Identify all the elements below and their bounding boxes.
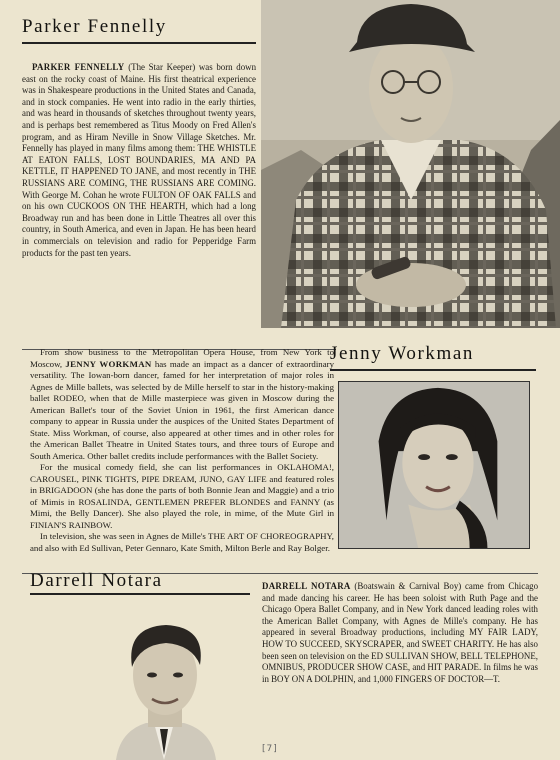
darrell-notara-section — [0, 565, 560, 760]
darrell-notara-bio-text: (Boatswain & Carnival Boy) came from Chicago and made dancing his career. He has been soloist with Ruth Page and the Chicago Opera Ballet Company, and in New York danced leading roles with the American Ballet Company, with Agnes de Mille's company. He has appeared in several Broadway productions, including MY FAIR LADY, HOW TO SUCCEED, SKYSCRAPER, and SWEET CHARITY. He has also been seen on television on the ED SULLIVAN SHOW, BELL TELEPHONE, OMNIBUS, PRODUCER SHOW CASE, and HIT PARADE. In films he was in BOY ON A DOLPHIN, and 1,000 FINGERS OF DOCTOR—T. — [262, 581, 539, 684]
parker-fennelly-bio-text: (The Star Keeper) was born down east on the rocky coast of Maine. His first theatrical experience was in Shakespeare productions in the United States and Canada, and in stock companies. He went into radio in the early thirties, and was heard in thousands of sketches throughout twenty years, and is perhaps best remembered as Titus Moody on Fred Allen's program, and as Hiram Neville in Snow Village Sketches. Mr. Fennelly has played in many films among them: THE WHISTLE AT EATON FALLS, LOST BOUNDARIES, MA AND PA KETTLE, IT HAPPENED TO JANE, and most recently in THE RUSSIANS ARE COMING, THE RUSSIANS ARE COMING. With George M. Cohan he wrote FULTON OF OAK FALLS and on his own CUCKOOS ON THE HEARTH, which had a long Broadway run and has been done in Little Theatres all over this country, in South America, and even in Japan. He has been heard in commercials on television and radio for Pepperidge Farm products for the past ten years. — [22, 62, 257, 258]
jenny-workman-bio — [30, 347, 334, 554]
jenny-workman-bio-text: has made an impact as a dancer of extraordinary versatility. The Iowan-born dancer, famed for her interpretation of major roles in Agnes de Mille ballets, was selected by de Mille herself to star in the history-making ballet RODEO, when that de Mille masterpiece was given in Moscow during the American Ballet's tour of the Soviet Union in 1961, the first American dance company to appear in Russia under the auspices of the United States Department of State. Miss Workman, of course, also appeared at other times and in other roles for the American Ballet Theatre in United States tours, and three tours of Europe and South America. Other ballet credits include performances with the Ballet Society. — [30, 358, 334, 461]
jenny-workman-section — [0, 335, 560, 565]
darrell-notara-heading: Darrell Notara — [30, 570, 163, 591]
parker-fennelly-bio — [22, 62, 256, 259]
jenny-workman-bio-television: In television, she was seen in Agnes de Mille's THE ART OF CHOREOGRAPHY, and also with Ed Sullivan, Peter Gennaro, Kate Smith, Milton Berle and Ray Bolger. — [30, 531, 334, 553]
section-rule — [30, 593, 250, 595]
section-rule — [330, 369, 536, 371]
darrell-notara-bio — [262, 581, 538, 685]
jenny-workman-bio-intro: From show business to the Metropolitan Opera House, from New York to Moscow, — [30, 347, 334, 369]
jenny-workman-photo — [338, 381, 530, 549]
darrell-notara-photo — [106, 619, 224, 760]
parker-fennelly-heading: Parker Fennelly — [22, 16, 167, 37]
darrell-notara-name: DARRELL NOTARA — [262, 581, 351, 591]
parker-fennelly-name: PARKER FENNELLY — [32, 62, 125, 72]
jenny-workman-bio-musicals: For the musical comedy field, she can list performances in OKLAHOMA!, CAROUSEL, PINK TIGHTS, PIPE DREAM, JUNO, GAY LIFE and featured roles in BRIGADOON (she has done the parts of both Bonnie Jean and Maggie) and a trio of Mimis in ROSALINDA, GENTLEMEN PREFER BLONDES and FANNY (as Mimi, the Belly Dancer). She also played the role, in mime, of the Mute Girl in FINIAN'S RAINBOW. — [30, 462, 334, 530]
parker-fennelly-section — [0, 0, 560, 335]
jenny-workman-heading: Jenny Workman — [330, 343, 474, 364]
page-number: [7] — [262, 744, 278, 754]
section-rule — [22, 42, 256, 44]
jenny-workman-name: JENNY WORKMAN — [65, 358, 152, 369]
parker-fennelly-photo — [261, 0, 560, 328]
